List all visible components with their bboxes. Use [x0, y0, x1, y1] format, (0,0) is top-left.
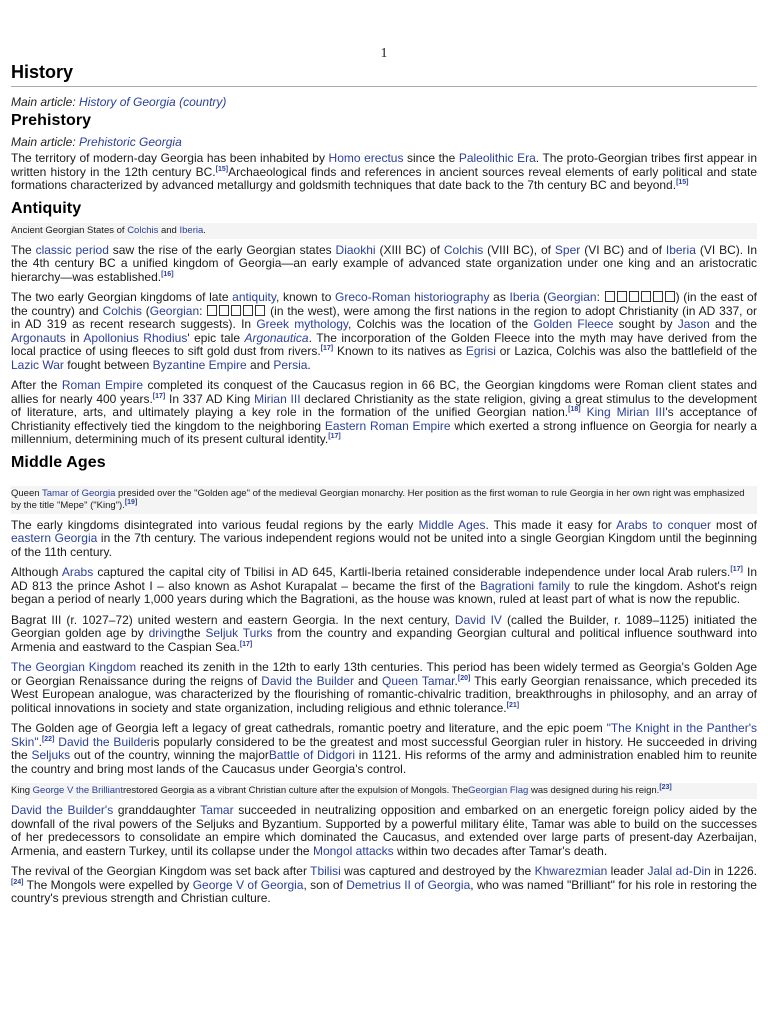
link-driving[interactable]: driving — [148, 626, 184, 640]
citation[interactable]: [17] — [152, 392, 166, 400]
link-roman-empire[interactable]: Roman Empire — [61, 378, 144, 392]
prehistory-main-article-link[interactable]: Prehistoric Georgia — [79, 135, 182, 149]
antiquity-paragraph-2: The two early Georgian kingdoms of late antiquity, known to Greco-Roman historiography as Iberia (Georgian: ) (in the east of the country) and Colchis (Georgian: (in the west), were among the first nations in the region to adopt Christianity (in AD 337, or in AD 319 as recent research suggests). In Greek mythology, Colchis was the location of the Golden Fleece sought by Jason and the Argonauts in Apollonius Rhodius' epic tale Argonautica. The incorporation of the Golden Fleece into the myth may have derived from the local practice of using fleeces to sift gold dust from rivers.[17] Known to its natives as Egrisi or Lazica, Colchis was also the battlefield of the Lazic War fought between Byzantine Empire and Persia. — [11, 290, 758, 372]
antiquity-paragraph-1: The classic period saw the rise of the early Georgian states Diaokhi (XIII BC) of Colchis (VIII BC), of Sper (VI BC) and of Iberia (VI BC). In the 4th century BC a unified kingdom of Georgia—an early example of advanced state organization under one king and an aristocratic hierarchy—was established.[16] — [11, 242, 757, 284]
link-david-iv[interactable]: David IV — [454, 612, 502, 627]
link-georgian[interactable]: Georgian — [547, 290, 597, 304]
link-demetrius-ii-of-georgia[interactable]: Demetrius II of Georgia — [346, 877, 471, 892]
middle-ages-paragraph-2: Although Arabs captured the capital city of Tbilisi in AD 645, Kartli-Iberia retained considerable independence under local Arab rulers.[17] In AD 813 the prince Ashot I – also known as Ashot Kurapalat – became the first of the Bagrationi family to rule the kingdom. Ashot's reign began a period of nearly 1,000 years during which the Bagrationi, as the house was known, ruled at least part of what is now the republic. — [11, 565, 758, 606]
missing-glyph-icon — [206, 304, 266, 318]
history-main-article-link[interactable]: History of Georgia (country) — [79, 95, 227, 109]
article-content — [11, 62, 757, 913]
middle-ages-paragraph-6: David the Builder's granddaughter Tamar succeeded in neutralizing opposition and embarked on an energetic foreign policy aided by the downfall of the rival powers of the Seljuks and Byzantium. Supported by a powerful military élite, Tamar was able to build on the successes of her predecessors to consolidate an empire which dominated the Caucasus, and extended over large parts of present-day Azerbaijan, Armenia, and eastern Turkey, until its collapse under the Mongol attacks within two decades after Tamar's death. — [11, 803, 757, 858]
link-egrisi[interactable]: Egrisi — [465, 344, 496, 358]
link-colchis[interactable]: Colchis — [127, 224, 159, 236]
link-arabs[interactable]: Arabs — [61, 565, 94, 579]
antiquity-heading: Antiquity — [11, 199, 82, 217]
link-queen-tamar[interactable]: Queen Tamar — [382, 673, 455, 688]
missing-glyph-icon — [604, 290, 676, 304]
link-knight-in-panthers-skin[interactable]: "The Knight in the Panther's Skin" — [11, 721, 758, 749]
link-georgian[interactable]: Georgian — [149, 303, 200, 318]
link-arabs-to-conquer[interactable]: Arabs to conquer — [616, 517, 711, 532]
link-diaokhi[interactable]: Diaokhi — [335, 242, 376, 257]
link-argonautica[interactable]: Argonautica — [244, 330, 309, 345]
citation[interactable]: [17] — [239, 640, 253, 648]
link-sper[interactable]: Sper — [554, 242, 581, 257]
citation[interactable]: [23] — [659, 783, 672, 791]
link-iberia[interactable]: Iberia — [665, 242, 696, 257]
link-iberia[interactable]: Iberia — [179, 224, 204, 236]
citation[interactable]: [22] — [41, 735, 55, 743]
prehistory-main-article — [11, 135, 757, 149]
link-colchis[interactable]: Colchis — [443, 242, 484, 257]
middle-ages-paragraph-4: The Georgian Kingdom reached its zenith in the 12th to early 13th centuries. This period has been widely termed as Georgia's Golden Age or Georgian Renaissance during the reigns of David the Builder and Queen Tamar.[20] This early Georgian renaissance, which preceded its West European analogue, was characterized by the flourishing of romantic-chivalric tradition, breakthroughs in philosophy, and an array of political innovations in society and state organization, including religious and ethnic tolerance.[21] — [11, 660, 757, 715]
antiquity-image-caption: Ancient Georgian States of Colchis and Iberia. — [11, 223, 757, 239]
link-george-v-of-georgia[interactable]: George V of Georgia — [192, 877, 304, 892]
middle-ages-paragraph-1: The early kingdoms disintegrated into various feudal regions by the early Middle Ages. This made it easy for Arabs to conquer most of eastern Georgia in the 7th century. The various independent regions would not be united into a single Georgian Kingdom until the beginning of the 11th century. — [11, 517, 758, 559]
middle-ages-paragraph-5: The Golden age of Georgia left a legacy of great cathedrals, romantic poetry and literature, and the epic poem "The Knight in the Panther's Skin".[22] David the Builderis popularly considered to be the greatest and most successful Georgian ruler in history. He succeeded in driving the Seljuks out of the country, winning the majorBattle of Didgori in 1121. His reforms of the army and administration enabled him to reunite the country and bring most lands of the Caucasus under Georgia's control. — [11, 721, 758, 776]
link-antiquity[interactable]: antiquity — [232, 290, 276, 304]
link-tbilisi[interactable]: Tbilisi — [310, 864, 341, 878]
citation[interactable]: [19] — [124, 498, 138, 506]
link-george-v-the-brilliant[interactable]: George V the Brilliant — [32, 785, 123, 796]
citation[interactable]: [21] — [506, 701, 520, 709]
main-article-label: Main article: — [11, 135, 80, 149]
page-number: 1 — [380, 46, 388, 61]
link-khwarezmian[interactable]: Khwarezmian — [534, 864, 608, 878]
middle-ages-paragraph-3: Bagrat III (r. 1027–72) united western and eastern Georgia. In the next century, David IV (called the Builder, r. 1089–1125) initiated the Georgian golden age by drivingthe Seljuk Turks from the country and expanding Georgian cultural and political influence southward into Armenia and eastward to the Caspian Sea.[17] — [11, 612, 758, 654]
link-byzantine-empire[interactable]: Byzantine Empire — [152, 357, 247, 372]
link-battle-of-didgori[interactable]: Battle of Didgori — [268, 748, 356, 762]
link-lazic-war[interactable]: Lazic War — [11, 357, 64, 372]
history-heading: History — [11, 62, 757, 87]
link-king-mirian-iii[interactable]: King Mirian III — [586, 405, 666, 419]
link-golden-fleece[interactable]: Golden Fleece — [533, 317, 614, 331]
link-tamar-of-georgia[interactable]: Tamar of Georgia — [42, 487, 116, 499]
antiquity-paragraph-3: After the Roman Empire completed its conquest of the Caucasus region in 66 BC, the Georgian kingdoms were Roman client states and allies for nearly 400 years.[17] In 337 AD King Mirian III declared Christianity as the state religion, giving a great stimulus to the development of literature, arts, and ultimately playing a key role in the formation of the unified Georgian nation.[18] King Mirian III's acceptance of Christianity effectively tied the kingdom to the neighboring Eastern Roman Empire which exerted a strong influence on Georgia for nearly a millennium, determining much of its present cultural identity.[17] — [11, 378, 758, 446]
citation[interactable]: [15] — [215, 165, 229, 173]
link-seljuks[interactable]: Seljuks — [31, 748, 71, 762]
link-georgian-kingdom[interactable]: The Georgian Kingdom — [11, 660, 137, 674]
citation[interactable]: [24] — [11, 878, 24, 886]
link-david-the-builders[interactable]: David the Builder's — [11, 803, 114, 817]
link-bagrationi-family[interactable]: Bagrationi family — [480, 578, 570, 593]
link-iberia[interactable]: Iberia — [509, 290, 540, 304]
main-article-label: Main article: — [11, 95, 80, 109]
link-colchis[interactable]: Colchis — [102, 303, 142, 318]
citation[interactable]: [15] — [676, 179, 689, 186]
citation[interactable]: [16] — [161, 270, 174, 278]
citation[interactable]: [20] — [457, 674, 471, 682]
link-greek-mythology[interactable]: Greek mythology — [256, 317, 349, 331]
link-persia[interactable]: Persia — [273, 357, 308, 372]
link-david-the-builder[interactable]: David the Builder — [261, 673, 354, 688]
link-greco-roman-historiography[interactable]: Greco-Roman historiography — [335, 290, 490, 304]
link-eastern-georgia[interactable]: eastern Georgia — [11, 531, 98, 545]
citation[interactable]: [17] — [328, 433, 341, 440]
citation[interactable]: [18] — [568, 406, 581, 413]
link-tamar[interactable]: Tamar — [200, 803, 234, 817]
link-paleolithic-era[interactable]: Paleolithic Era — [458, 151, 536, 165]
link-david-the-builder[interactable]: David the Builder — [58, 734, 151, 749]
citation[interactable]: [17] — [320, 345, 334, 352]
link-apollonius-rhodius[interactable]: Apollonius Rhodius — [83, 330, 188, 345]
link-mongol-attacks[interactable]: Mongol attacks — [312, 843, 394, 858]
link-jason[interactable]: Jason — [677, 317, 710, 331]
prehistory-heading: Prehistory — [11, 112, 92, 129]
citation[interactable]: [17] — [730, 566, 743, 573]
george-v-image-caption: King George V the Brilliantrestored Georgia as a vibrant Christian culture after the expulsion of Mongols. TheGeorgian Flag was designed during his reign.[23] — [11, 783, 757, 799]
link-eastern-roman-empire[interactable]: Eastern Roman Empire — [324, 418, 451, 433]
link-middle-ages[interactable]: Middle Ages — [418, 517, 486, 532]
link-georgian-flag[interactable]: Georgian Flag — [468, 785, 529, 796]
link-jalal-ad-din[interactable]: Jalal ad-Din — [647, 864, 711, 878]
history-main-article — [11, 95, 757, 109]
link-classic-period[interactable]: classic period — [35, 242, 109, 257]
middle-ages-heading: Middle Ages — [11, 453, 106, 471]
prehistory-paragraph-1: The territory of modern-day Georgia has been inhabited by Homo erectus since the Paleolithic Era. The proto-Georgian tribes first appear in written history in the 12th century BC.[15]Archaeological finds and references in ancient sources reveal elements of early political and state formations characterized by advanced metallurgy and goldsmith techniques that date back to the 7th century BC and beyond.[15] — [11, 151, 757, 192]
link-homo-erectus[interactable]: Homo erectus — [328, 151, 404, 165]
link-mirian-iii[interactable]: Mirian III — [254, 391, 301, 406]
middle-ages-paragraph-7: The revival of the Georgian Kingdom was set back after Tbilisi was captured and destroyed by the Khwarezmian leader Jalal ad-Din in 1226.[24] The Mongols were expelled by George V of Georgia, son of Demetrius II of Georgia, who was named "Brilliant" for his role in restoring the country's previous strength and Christian culture. — [11, 864, 757, 905]
link-seljuk-turks[interactable]: Seljuk Turks — [205, 626, 273, 640]
link-argonauts[interactable]: Argonauts — [11, 330, 66, 345]
tamar-image-caption: Queen Tamar of Georgia presided over the "Golden age" of the medieval Georgian monarchy. Her position as the first woman to rule Georgia in her own right was emphasized by the title "Mepe" ("King").[19] — [11, 486, 757, 514]
